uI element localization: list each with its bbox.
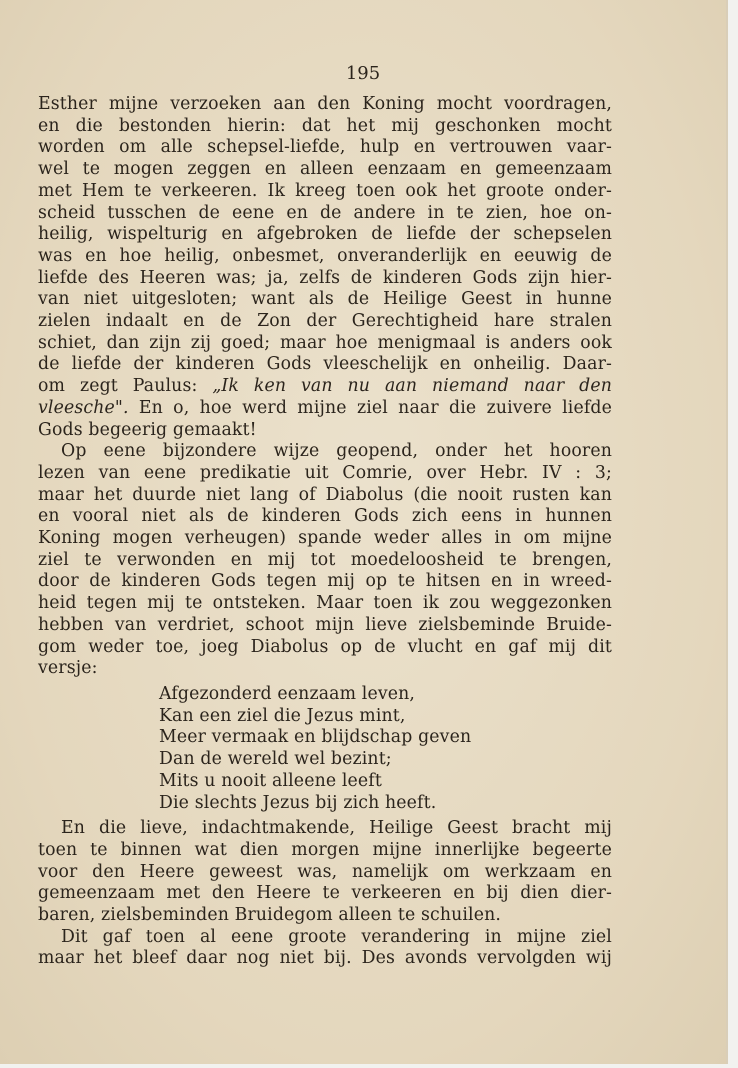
text-line: versje:	[38, 658, 98, 679]
text-line: gemeenzaam met den Heere te verkeeren en bij dien dier-	[38, 883, 612, 904]
text-line: Koning mogen verheugen) spande weder alles in om mijne	[38, 528, 612, 549]
text-line: Gods begeerig gemaakt!	[38, 419, 257, 440]
text-line: Esther mijne verzoeken aan den Koning mocht voordragen,	[38, 94, 612, 114]
verse-line: Meer vermaak en blijdschap geven	[159, 727, 472, 748]
text-line: met Hem te verkeeren. Ik kreeg toen ook het groote onder-	[38, 180, 612, 201]
text-line: Op eene bijzondere wijze geopend, onder het hooren	[61, 441, 612, 462]
quote-italic-end: vleesche".	[38, 397, 129, 418]
text-line: Dit gaf toen al eene groote verandering in mijne ziel	[61, 926, 612, 947]
text-line: was en hoe heilig, onbesmet, onveranderlijk en eeuwig de	[38, 245, 612, 266]
text-line: maar het duurde niet lang of Diabolus (die nooit rusten kan	[38, 484, 612, 505]
text-line: ziel te verwonden en mij tot moedeloosheid te brengen,	[38, 549, 612, 570]
text-line-quote	[38, 376, 612, 398]
text-line: schiet, dan zijn zij goed; maar hoe menigmaal is anders ook	[38, 332, 612, 353]
text-line: heilig, wispelturig en afgebroken de liefde der schepselen	[38, 224, 612, 245]
text-line: zielen indaalt en de Zon der Gerechtigheid hare stralen	[38, 311, 612, 332]
verse-line: Mits u nooit alleene leeft	[159, 770, 382, 791]
quote-tail: En o, hoe werd mijne ziel naar die zuivere liefde	[128, 397, 612, 418]
text-line: gom weder toe, joeg Diabolus op de vlucht en gaf mij dit	[38, 636, 612, 657]
text-line: maar het bleef daar nog niet bij. Des avonds vervolgden wij	[38, 948, 612, 969]
verse-line: Die slechts Jezus bij zich heeft.	[159, 792, 437, 813]
text-line: wel te mogen zeggen en alleen eenzaam en gemeenzaam	[38, 159, 612, 180]
verse-line: Dan de wereld wel bezint;	[159, 749, 392, 770]
page-number: 195	[345, 63, 381, 84]
text-line: liefde des Heeren was; ja, zelfs de kinderen Gods zijn hier-	[38, 267, 612, 288]
quote-italic: „Ik ken van nu aan niemand naar den	[212, 376, 613, 397]
text-line: hebben van verdriet, schoot mijn lieve zielsbeminde Bruide-	[38, 614, 612, 635]
body-text	[38, 94, 612, 970]
text-line: baren, zielsbeminden Bruidegom alleen te schuilen.	[38, 905, 502, 926]
text-line: en die bestonden hierin: dat het mij geschonken mocht	[38, 115, 612, 136]
text-line: toen te binnen wat dien morgen mijne innerlijke begeerte	[38, 839, 612, 860]
text-line: de liefde der kinderen Gods vleeschelijk en onheilig. Daar-	[38, 354, 612, 375]
text-line: En die lieve, indachtmakende, Heilige Geest bracht mij	[61, 818, 612, 839]
text-line: heid tegen mij te ontsteken. Maar toen ik zou weggezonken	[38, 593, 612, 614]
text-line: worden om alle schepsel-liefde, hulp en vertrouwen vaar-	[38, 137, 612, 158]
text-line: voor den Heere geweest was, namelijk om werkzaam en	[38, 861, 612, 882]
text-line: door de kinderen Gods tegen mij op te hitsen en in wreed-	[38, 571, 612, 592]
verse-line: Kan een ziel die Jezus mint,	[159, 705, 406, 726]
text-line: van niet uitgesloten; want als de Heilige Geest in hunne	[38, 289, 612, 310]
quote-lead: om zegt Paulus:	[38, 376, 213, 397]
verse-line: Afgezonderd eenzaam leven,	[159, 683, 416, 704]
text-line: en vooral niet als de kinderen Gods zich eens in hunnen	[38, 506, 612, 527]
text-line: lezen van eene predikatie uit Comrie, over Hebr. IV : 3;	[38, 462, 612, 483]
text-line: scheid tusschen de eene en de andere in te zien, hoe on-	[38, 202, 612, 223]
text-line-quote-end	[38, 398, 612, 420]
